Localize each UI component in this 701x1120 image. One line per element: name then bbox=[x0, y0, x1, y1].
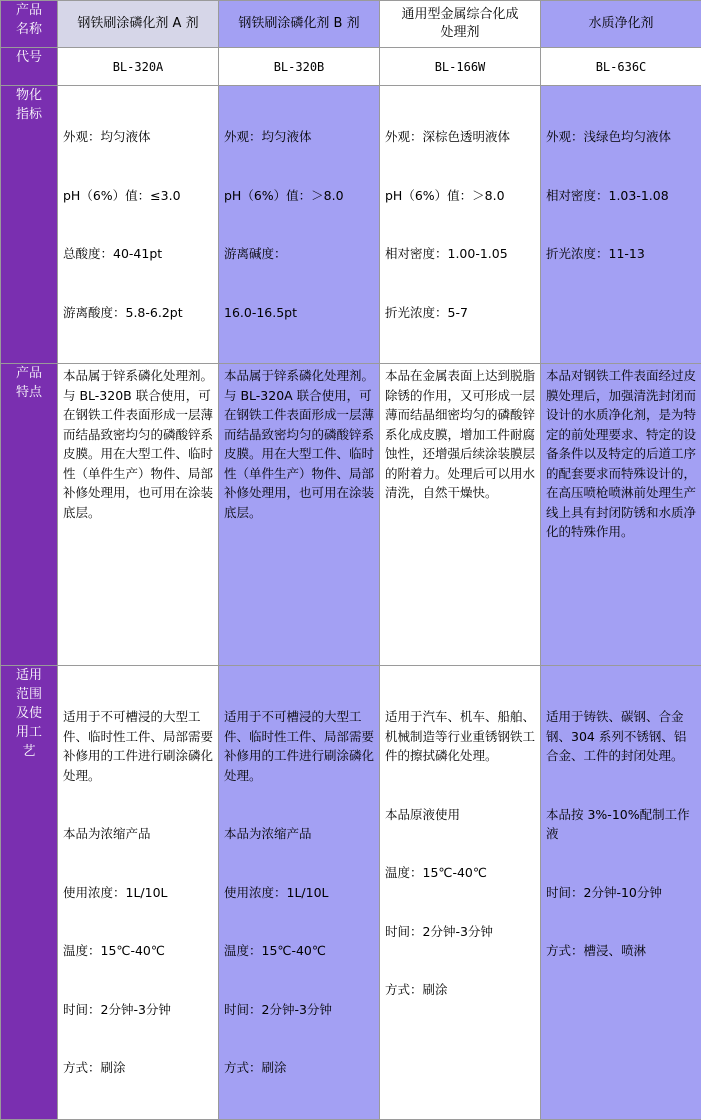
props-a-line: 外观：均匀液体 bbox=[63, 127, 215, 147]
features-c bbox=[541, 364, 701, 666]
usage-a-line: 方式：刷涂 bbox=[63, 1058, 215, 1078]
product-name-a-text: 钢铁刷涂磷化剂 A 剂 bbox=[77, 16, 198, 31]
usage-a bbox=[58, 666, 219, 1120]
usage-c-line: 方式：槽浸、喷淋 bbox=[546, 941, 698, 961]
features-label-text: 产品 特点 bbox=[16, 366, 42, 400]
usage-label bbox=[1, 666, 58, 1120]
usage-a-line: 适用于不可槽浸的大型工件、临时性工件、局部需要补修用的工件进行刷涂磷化处理。 bbox=[63, 707, 215, 785]
usage-b-line: 方式：刷涂 bbox=[224, 1058, 376, 1078]
features-a bbox=[58, 364, 219, 666]
product-name-w-text: 通用型金属综合化成 处理剂 bbox=[401, 7, 518, 40]
usage-w-line: 时间：2分钟-3分钟 bbox=[385, 922, 537, 942]
features-c-text: 本品对钢铁工件表面经过皮膜处理后，加强清洗封闭而设计的水质净化剂，是为特定的前处理要求、特定的设备条件以及特定的后道工序的配套要求而特殊设计的，在高压喷枪喷淋前处理生产线上具有封闭防锈和水质净化的特殊作用。 bbox=[541, 364, 701, 544]
props-row bbox=[1, 86, 701, 364]
props-c-line: 相对密度：1.03-1.08 bbox=[546, 186, 698, 206]
usage-w bbox=[380, 666, 541, 1120]
usage-b-line: 本品为浓缩产品 bbox=[224, 824, 376, 844]
usage-a-line: 时间：2分钟-3分钟 bbox=[63, 1000, 215, 1020]
product-name-b-text: 钢铁刷涂磷化剂 B 剂 bbox=[238, 16, 359, 31]
features-w-text: 本品在金属表面上达到脱脂除锈的作用，又可形成一层薄而结晶细密均匀的磷酸锌系化成皮膜，增加工件耐腐蚀性，还增强后续涂装膜层的附着力。处理后可以用水清洗，自然干燥快。 bbox=[380, 364, 540, 505]
usage-b-line: 使用浓度：1L/10L bbox=[224, 883, 376, 903]
usage-label-text: 适用 范围 及使 用工 艺 bbox=[16, 668, 42, 759]
props-b-line: 游离碱度： bbox=[224, 244, 376, 264]
code-a: BL-320A bbox=[58, 48, 219, 86]
usage-w-line: 本品原液使用 bbox=[385, 805, 537, 825]
props-c-line: 折光浓度：11-13 bbox=[546, 244, 698, 264]
product-name-b bbox=[219, 1, 380, 48]
props-label-text: 物化 指标 bbox=[16, 88, 42, 122]
usage-b-line: 时间：2分钟-3分钟 bbox=[224, 1000, 376, 1020]
features-b-text: 本品属于锌系磷化处理剂。与 BL-320A 联合使用，可在钢铁工件表面形成一层薄而结晶致密均匀的磷酸锌系皮膜。用在大型工件、临时性（单件生产）物件、局部补修处理用，也可用在涂装底层。 bbox=[219, 364, 379, 524]
features-b bbox=[219, 364, 380, 666]
usage-w-line: 方式：刷涂 bbox=[385, 980, 537, 1000]
usage-a-line: 使用浓度：1L/10L bbox=[63, 883, 215, 903]
product-name-w bbox=[380, 1, 541, 48]
usage-b-line: 适用于不可槽浸的大型工件、临时性工件、局部需要补修用的工件进行刷涂磷化处理。 bbox=[224, 707, 376, 785]
props-w-line: pH（6%）值：＞8.0 bbox=[385, 186, 537, 206]
props-w-line: 折光浓度：5-7 bbox=[385, 303, 537, 323]
props-w-line: 相对密度：1.00-1.05 bbox=[385, 244, 537, 264]
props-b-line: pH（6%）值：＞8.0 bbox=[224, 186, 376, 206]
usage-row bbox=[1, 666, 701, 1120]
product-name-c bbox=[541, 1, 701, 48]
product-name-label bbox=[1, 1, 58, 48]
code-label: 代号 bbox=[1, 48, 58, 86]
product-name-c-text: 水质净化剂 bbox=[588, 16, 653, 31]
props-b-line: 16.0-16.5pt bbox=[224, 303, 376, 323]
features-w bbox=[380, 364, 541, 666]
usage-c-line: 时间：2分钟-10分钟 bbox=[546, 883, 698, 903]
usage-c-line: 适用于铸铁、碳钢、合金钢、304 系列不锈钢、铝合金、工件的封闭处理。 bbox=[546, 707, 698, 766]
code-w: BL-166W bbox=[380, 48, 541, 86]
props-label bbox=[1, 86, 58, 364]
usage-b-line: 温度：15℃-40℃ bbox=[224, 941, 376, 961]
props-c-line: 外观：浅绿色均匀液体 bbox=[546, 127, 698, 147]
code-c: BL-636C bbox=[541, 48, 701, 86]
usage-w-line: 适用于汽车、机车、船舶、机械制造等行业重锈钢铁工件的擦拭磷化处理。 bbox=[385, 707, 537, 766]
props-b bbox=[219, 86, 380, 364]
product-name-a bbox=[58, 1, 219, 48]
usage-a-line: 温度：15℃-40℃ bbox=[63, 941, 215, 961]
props-a-line: pH（6%）值：≤3.0 bbox=[63, 186, 215, 206]
usage-b bbox=[219, 666, 380, 1120]
usage-c-line: 本品按 3%-10%配制工作液 bbox=[546, 805, 698, 844]
usage-w-line: 温度：15℃-40℃ bbox=[385, 863, 537, 883]
props-w-line: 外观：深棕色透明液体 bbox=[385, 127, 537, 147]
code-b: BL-320B bbox=[219, 48, 380, 86]
props-a bbox=[58, 86, 219, 364]
features-row bbox=[1, 364, 701, 666]
features-label bbox=[1, 364, 58, 666]
props-a-line: 总酸度：40-41pt bbox=[63, 244, 215, 264]
props-b-line: 外观：均匀液体 bbox=[224, 127, 376, 147]
code-row bbox=[1, 48, 701, 86]
header-row bbox=[1, 1, 701, 48]
usage-c bbox=[541, 666, 701, 1120]
props-w bbox=[380, 86, 541, 364]
product-name-label-text: 产品 名称 bbox=[16, 3, 42, 37]
features-a-text: 本品属于锌系磷化处理剂。与 BL-320B 联合使用，可在钢铁工件表面形成一层薄而结晶致密均匀的磷酸锌系皮膜。用在大型工件、临时性（单件生产）物件、局部补修处理用，也可用在涂装底层。 bbox=[58, 364, 218, 524]
props-c bbox=[541, 86, 701, 364]
props-a-line: 游离酸度：5.8-6.2pt bbox=[63, 303, 215, 323]
usage-a-line: 本品为浓缩产品 bbox=[63, 824, 215, 844]
